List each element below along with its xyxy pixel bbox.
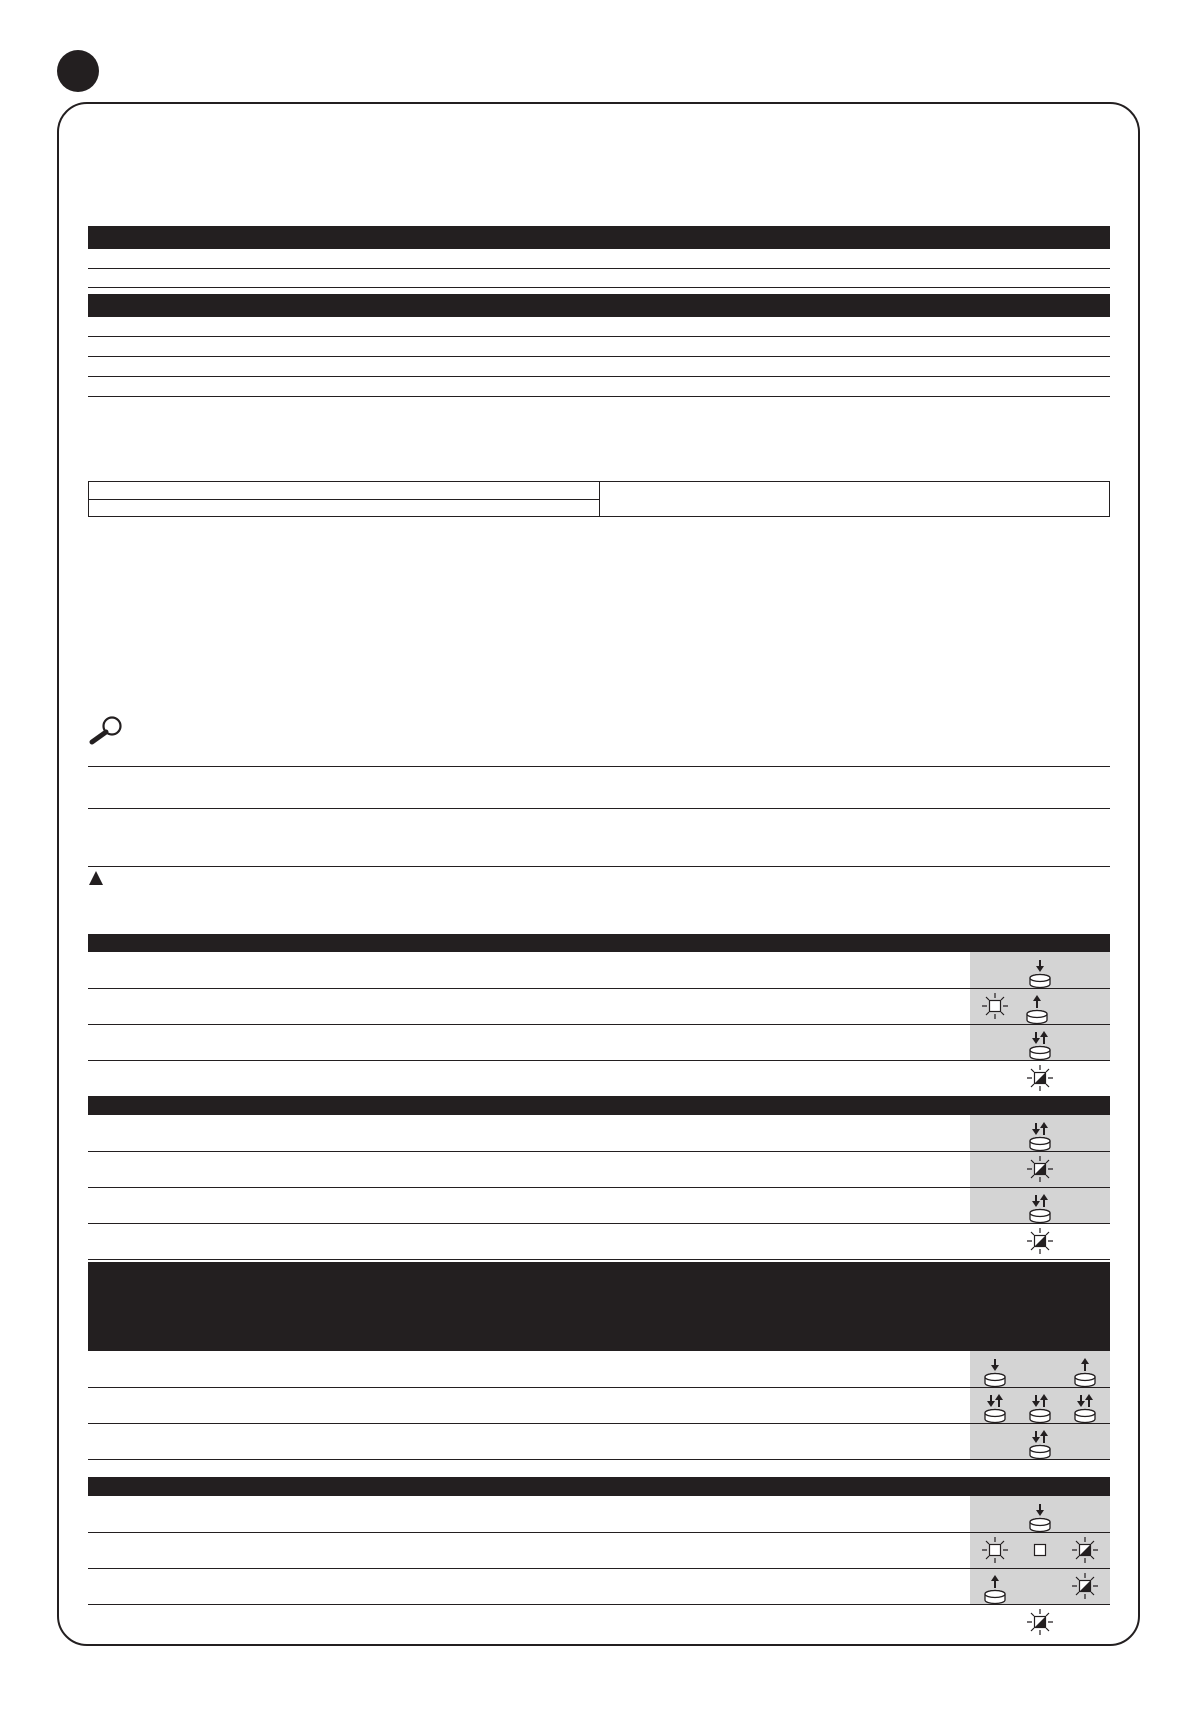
table-row (88, 356, 1110, 357)
procedure-1-row-1 (88, 988, 1110, 989)
key-press-release-icon (1025, 1390, 1055, 1420)
key-press-release-icon (1025, 1027, 1055, 1057)
key-press-icon (1025, 955, 1055, 985)
procedure-4-row-3 (88, 1604, 1110, 1605)
led-half-icon (1025, 1154, 1055, 1184)
table-row (88, 268, 1110, 269)
led-blink-icon (980, 1535, 1010, 1565)
table-row (88, 287, 1110, 288)
key-release-icon (1070, 1354, 1100, 1384)
header-band-2 (88, 294, 1110, 317)
led-half-icon (1025, 1063, 1055, 1093)
key-release-icon (1022, 991, 1052, 1021)
note-rule-1 (88, 766, 1110, 767)
procedure-2-row-4 (88, 1259, 1110, 1260)
key-press-release-icon (1070, 1390, 1100, 1420)
procedure-2-row-2 (88, 1187, 1110, 1188)
procedure-4-row-1 (88, 1532, 1110, 1533)
key-press-icon (980, 1354, 1010, 1384)
two-column-table (88, 481, 1110, 517)
key-press-release-icon (1025, 1426, 1055, 1456)
table-column-divider (599, 482, 600, 516)
key-press-icon (1025, 1499, 1055, 1529)
led-half-icon (1070, 1571, 1100, 1601)
key-release-icon (980, 1571, 1010, 1601)
procedure-2-row-1 (88, 1151, 1110, 1152)
procedure-3-row-3 (88, 1459, 1110, 1460)
table-row (88, 396, 1110, 397)
table-row (88, 376, 1110, 377)
procedure-3-header (88, 1262, 1110, 1351)
procedure-1-row-3 (88, 1060, 1110, 1061)
procedure-1-row-2 (88, 1024, 1110, 1025)
table-row-divider (89, 499, 599, 500)
procedure-4-row-2 (88, 1568, 1110, 1569)
procedure-2-row-3 (88, 1223, 1110, 1224)
warning-rule (88, 866, 1110, 867)
procedure-2-header (88, 1097, 1110, 1115)
led-steady-icon (1025, 1535, 1055, 1565)
header-band-1 (88, 226, 1110, 249)
note-rule-2 (88, 808, 1110, 809)
procedure-3-row-2 (88, 1423, 1110, 1424)
table-row (88, 336, 1110, 337)
procedure-3-row-1 (88, 1387, 1110, 1388)
key-press-release-icon (1025, 1118, 1055, 1148)
magnifier-icon (88, 715, 126, 745)
led-blink-icon (980, 991, 1010, 1021)
procedure-1-header (88, 934, 1110, 952)
key-press-release-icon (980, 1390, 1010, 1420)
led-half-icon (1025, 1226, 1055, 1256)
led-half-icon (1025, 1607, 1055, 1637)
warning-triangle-icon (88, 870, 104, 886)
section-badge (57, 50, 99, 92)
key-press-release-icon (1025, 1190, 1055, 1220)
led-half-icon (1070, 1535, 1100, 1565)
procedure-4-header (88, 1477, 1110, 1496)
